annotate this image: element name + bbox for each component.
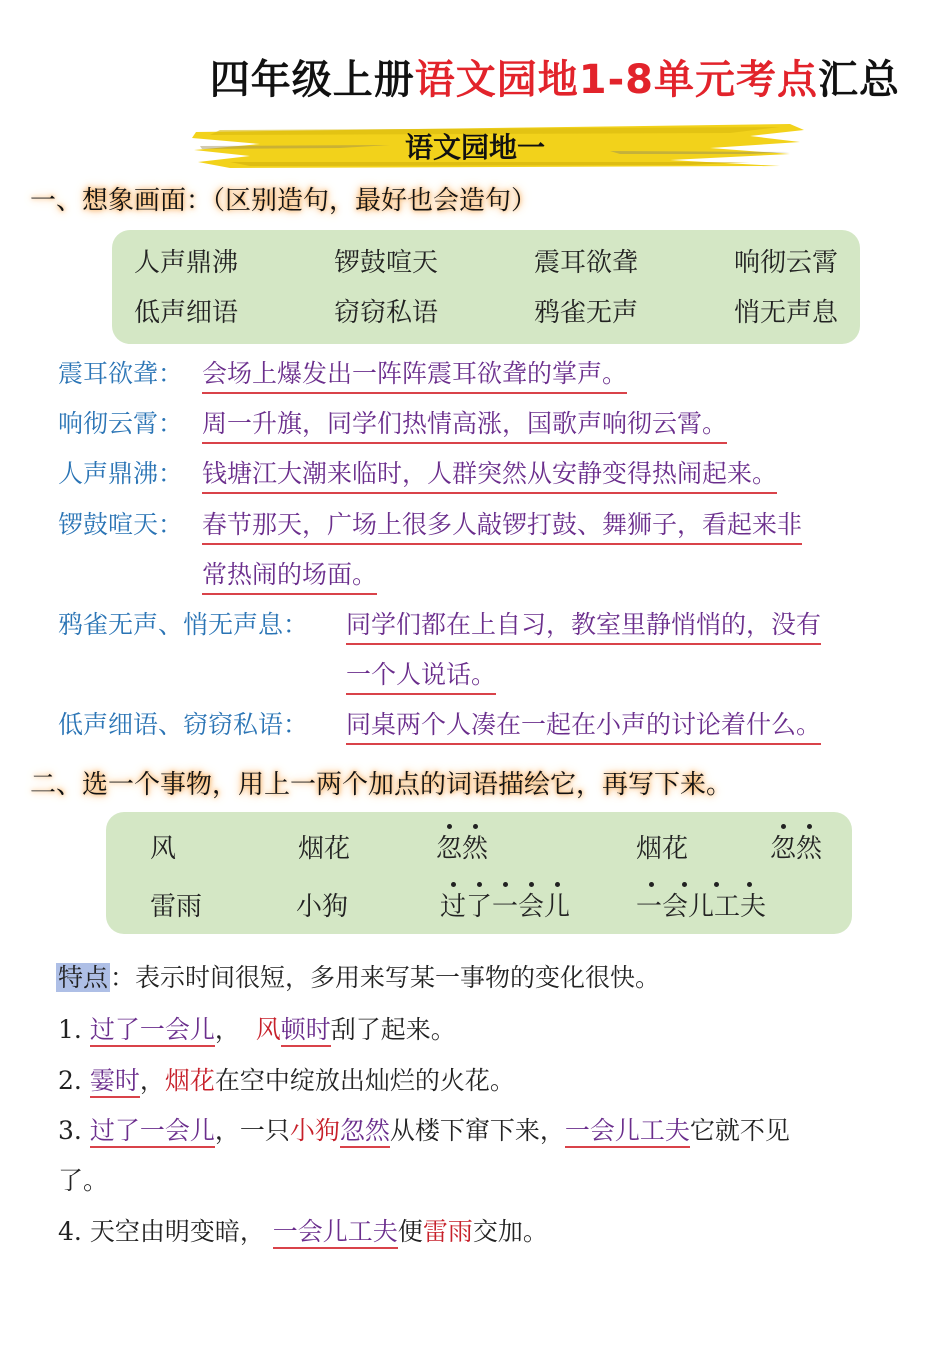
thing-word: 烟花 xyxy=(164,1066,215,1095)
sentence-text: 它就不见 xyxy=(689,1116,790,1145)
example-sentence: 会场上爆发出一阵阵震耳欲聋的掌声。 xyxy=(202,354,627,394)
sentence-text: 刮了起来。 xyxy=(330,1015,456,1044)
emphasis-dot xyxy=(503,882,508,887)
example-row xyxy=(58,705,308,741)
idiom-word: 窃窃私语 xyxy=(334,298,439,328)
sentence-text: ， xyxy=(139,1066,165,1095)
page-title xyxy=(0,48,900,105)
example-sentence: 同桌两个人凑在一起在小声的讨论着什么。 xyxy=(346,705,821,745)
title-part3: 汇总 xyxy=(818,57,900,103)
example-sentence: 周一升旗，同学们热情高涨，国歌声响彻云霄。 xyxy=(202,404,727,444)
emphasis-dot xyxy=(477,882,482,887)
unit-title: 语文园地一 xyxy=(404,131,545,164)
dotted-word-text: 忽然 xyxy=(436,834,489,864)
feature-line xyxy=(56,958,660,994)
example-colon: ： xyxy=(158,359,184,388)
example-sentence-4 xyxy=(58,1212,548,1248)
example-label: 锣鼓喧天 xyxy=(58,510,159,539)
section2-heading: 二、选一个事物，用上一两个加点的词语描绘它，再写下来。 xyxy=(30,770,733,800)
thing-word: 烟花 xyxy=(636,834,689,864)
sentence-number: 2. xyxy=(58,1066,82,1095)
example-colon: ： xyxy=(283,610,309,639)
time-word: 一会儿工夫 xyxy=(273,1217,398,1249)
example-label: 鸦雀无声、悄无声息 xyxy=(58,610,284,639)
example-sentence-3 xyxy=(58,1111,790,1147)
example-sentence: 钱塘江大潮来临时，人群突然从安静变得热闹起来。 xyxy=(202,454,777,494)
example-row xyxy=(58,505,183,541)
thing-word: 风 xyxy=(150,834,177,864)
example-row xyxy=(58,605,308,641)
thing-word: 小狗 xyxy=(289,1116,340,1145)
example-colon: ： xyxy=(158,459,184,488)
time-word: 霎时 xyxy=(90,1066,140,1098)
idiom-word: 低声细语 xyxy=(134,298,239,328)
example-sentence-cont: 常热闹的场面。 xyxy=(202,555,377,595)
example-label: 人声鼎沸 xyxy=(58,459,159,488)
example-label: 低声细语、窃窃私语 xyxy=(58,710,284,739)
dotted-word xyxy=(770,828,822,865)
sentence-text: 交加。 xyxy=(472,1217,548,1246)
sentence-text: 从楼下窜下来， xyxy=(389,1116,565,1145)
time-word: 忽然 xyxy=(340,1116,390,1148)
section1-heading: 一、想象画面：（区别造句，最好也会造句） xyxy=(30,186,538,216)
example-label: 震耳欲聋 xyxy=(58,359,159,388)
feature-text: ：表示时间很短，多用来写某一事物的变化很快。 xyxy=(110,963,661,992)
emphasis-dot xyxy=(473,824,478,829)
example-colon: ： xyxy=(283,710,309,739)
sentence-text: ，一只 xyxy=(214,1116,290,1145)
dotted-word-text: 忽然 xyxy=(770,834,823,864)
thing-word: 风 xyxy=(255,1015,281,1044)
emphasis-dot xyxy=(807,824,812,829)
example-sentence-cont: 一个人说话。 xyxy=(346,655,496,695)
time-word: 过了一会儿 xyxy=(90,1015,215,1047)
sentence-text: 在空中绽放出灿烂的火花。 xyxy=(214,1066,515,1095)
idiom-word: 响彻云霄 xyxy=(734,248,839,278)
dotted-word xyxy=(636,886,766,923)
sentence-number: 3. xyxy=(58,1116,82,1145)
dotted-word xyxy=(436,828,488,865)
dotted-word-text: 一会儿工夫 xyxy=(636,892,767,922)
thing-word: 雷雨 xyxy=(422,1217,473,1246)
title-part1: 四年级上册 xyxy=(209,57,415,103)
idiom-word: 锣鼓喧天 xyxy=(334,248,439,278)
emphasis-dot xyxy=(555,882,560,887)
time-word: 一会儿工夫 xyxy=(565,1116,690,1148)
feature-label: 特点 xyxy=(58,963,109,992)
example-colon: ： xyxy=(158,409,184,438)
thing-word: 雷雨 xyxy=(150,892,203,922)
dotted-word xyxy=(440,886,570,923)
thing-word: 小狗 xyxy=(296,892,349,922)
dotted-word-text: 过了一会儿 xyxy=(440,892,571,922)
example-sentence-3-cont: 了。 xyxy=(58,1166,109,1195)
idiom-word: 人声鼎沸 xyxy=(134,248,239,278)
example-row xyxy=(58,404,183,440)
example-row xyxy=(58,454,183,490)
emphasis-dot xyxy=(682,882,687,887)
title-part2: 语文园地1-8单元考点 xyxy=(414,57,818,103)
example-sentence: 同学们都在上自习，教室里静悄悄的，没有 xyxy=(346,605,821,645)
example-sentence: 春节那天，广场上很多人敲锣打鼓、舞狮子，看起来非 xyxy=(202,505,802,545)
emphasis-dot xyxy=(649,882,654,887)
sentence-number: 4. xyxy=(58,1217,82,1246)
emphasis-dot xyxy=(747,882,752,887)
idiom-word: 震耳欲聋 xyxy=(534,248,639,278)
sentence-number: 1. xyxy=(58,1015,82,1044)
example-sentence-1 xyxy=(58,1010,456,1046)
emphasis-dot xyxy=(714,882,719,887)
sentence-text: ， xyxy=(214,1015,240,1044)
example-label: 响彻云霄 xyxy=(58,409,159,438)
idiom-word-box xyxy=(112,230,860,344)
example-colon: ： xyxy=(158,510,184,539)
example-row xyxy=(58,354,183,390)
emphasis-dot xyxy=(451,882,456,887)
emphasis-dot xyxy=(529,882,534,887)
word-choice-box xyxy=(106,812,852,934)
time-word: 过了一会儿 xyxy=(90,1116,215,1148)
sentence-text: 便 xyxy=(397,1217,423,1246)
idiom-word: 鸦雀无声 xyxy=(534,298,639,328)
idiom-word: 悄无声息 xyxy=(734,298,839,328)
emphasis-dot xyxy=(781,824,786,829)
example-sentence-2 xyxy=(58,1061,515,1097)
thing-word: 烟花 xyxy=(298,834,351,864)
emphasis-dot xyxy=(447,824,452,829)
sentence-text: 天空由明变暗， xyxy=(89,1217,265,1246)
time-word: 顿时 xyxy=(281,1015,331,1047)
